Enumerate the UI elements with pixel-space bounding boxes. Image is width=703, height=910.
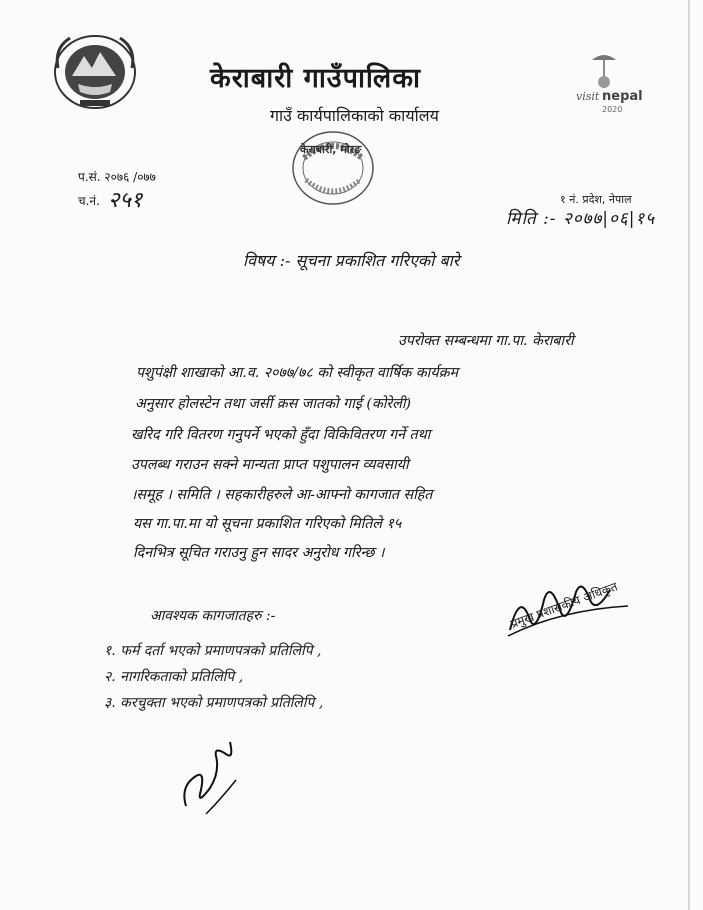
attachment-item-1: १. फर्म दर्ता भएको प्रमाणपत्रको प्रतिलिपि , <box>104 643 322 659</box>
svg-text:nepal: nepal <box>602 89 643 104</box>
page-title: केराबारी गाउँपालिका <box>210 63 421 94</box>
attachment-item-2: २. नागरिकताको प्रतिलिपि , <box>104 669 244 685</box>
svg-text:visit: visit <box>576 90 600 103</box>
subject-line: विषय :- सूचना प्रकाशित गरिएको बारे <box>243 251 460 270</box>
body-line-6: ।समूह । समिति । सहकारीहरुले आ-आफ्नो कागजात सहित <box>131 487 433 503</box>
office-stamp-icon <box>290 128 376 208</box>
body-line-4: खरिद गरि वितरण गनुपर्ने भएको हुँदा विकिवितरण गर्ने तथा <box>131 427 431 443</box>
attachment-item-3: ३. करचुक्ता भएको प्रमाणपत्रको प्रतिलिपि , <box>104 695 324 711</box>
body-line-8: दिनभित्र सूचित गराउनु हुन सादर अनुरोध गरिन्छ । <box>133 545 385 561</box>
province-label: १ नं. प्रदेश, नेपाल <box>560 193 632 206</box>
office-subtitle: गाउँ कार्यपालिकाको कार्यालय <box>270 106 439 125</box>
stamp-text: केराबारी, मोरङ <box>300 143 362 156</box>
cn-label: च.नं. <box>78 194 100 208</box>
cn-number: २५१ <box>108 188 143 213</box>
body-line-1: उपरोक्त सम्बन्धमा गा.पा. केराबारी <box>398 333 574 349</box>
nepal-emblem-icon <box>50 28 140 112</box>
body-line-5: उपलब्ध गराउन सक्ने मान्यता प्राप्त पशुपालन व्यवसायी <box>131 457 409 473</box>
attachments-heading: आवश्यक कागजातहरु :- <box>150 608 276 624</box>
body-line-2: पशुपंक्षी शाखाको आ.व. २०७७/७८ को स्वीकृत वार्षिक कार्यक्रम <box>136 365 458 381</box>
initials-icon <box>176 736 246 816</box>
ps-number: प.सं. २०७६ /०७७ <box>78 170 156 184</box>
svg-text:2020: 2020 <box>602 105 623 114</box>
page-edge <box>688 0 690 910</box>
body-line-3: अनुसार होलस्टेन तथा जर्सी क्रस जातको गाई (कोरेली) <box>135 396 412 412</box>
signatory-designation: प्रमुख प्रशासकीय अधिकृत <box>508 579 620 632</box>
date-field: मिति :- २०७७|०६|१५ <box>506 209 656 229</box>
body-line-7: यस गा.पा.मा यो सूचना प्रकाशित गरिएको मितिले १५ <box>133 516 402 532</box>
visit-nepal-logo-icon <box>572 48 662 118</box>
